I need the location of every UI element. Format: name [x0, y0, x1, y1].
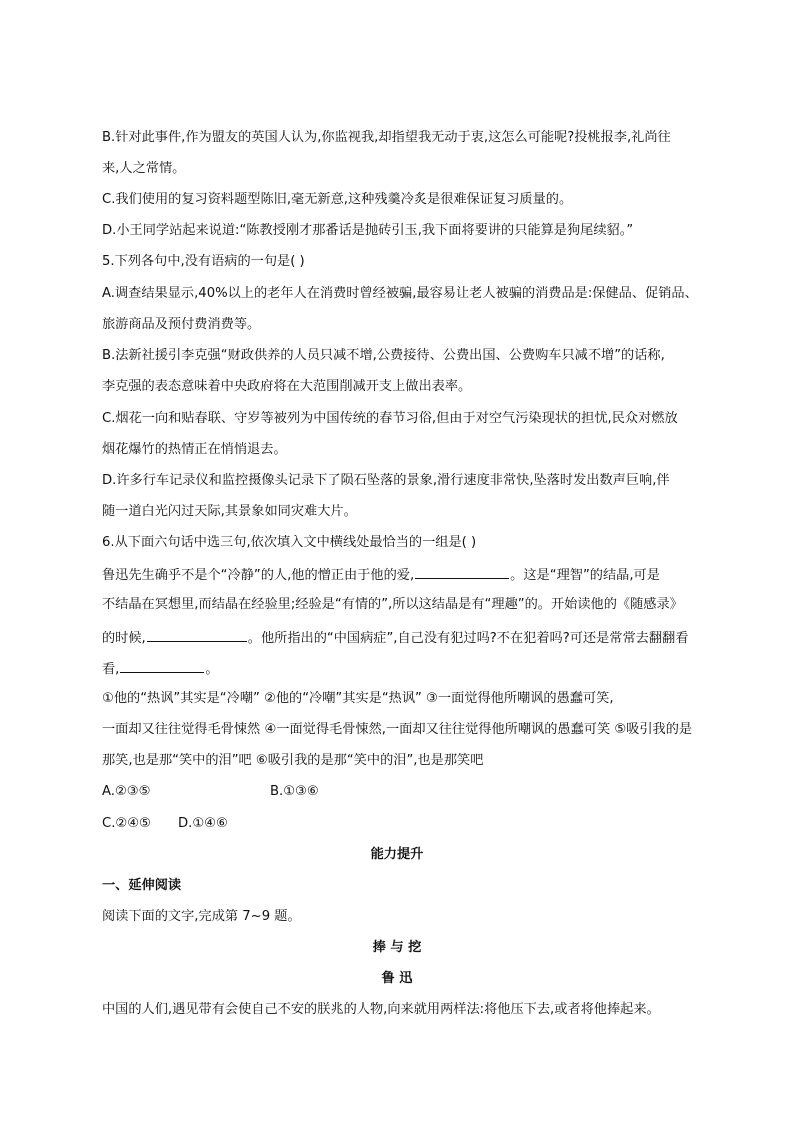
part-heading: 一、延伸阅读: [102, 878, 182, 893]
q5-option-b-line1: B.法新社援引李克强“财政供养的人员只减不增,公费接待、公费出国、公费购车只减不增”的话称,: [102, 348, 665, 363]
q5-option-b-line2: 李克强的表态意味着中央政府将在大范围削减开支上做出表率。: [102, 379, 472, 394]
q5-option-a-line2: 旅游商品及预付费消费等。: [102, 317, 261, 332]
q6-choice-b: B.①③⑥: [270, 784, 319, 799]
q6-passage-line1: [102, 564, 702, 586]
q5-option-d-line1: D.许多行车记录仪和监控摄像头记录下了陨石坠落的景象,滑行速度非常快,坠落时发出数声巨响,伴: [102, 473, 670, 488]
q6-passage-line3-a: 的时候,: [102, 631, 146, 646]
q4-option-b-line1: B.针对此事件,作为盟友的英国人认为,你监视我,却指望我无动于衷,这怎么可能呢?投桃报李,礼尚往: [102, 130, 671, 145]
q6-passage-line1-b: 。这是“理智”的结晶,可是: [510, 568, 660, 583]
q6-sentences-line3: 那笑,也是那“笑中的泪”吧 ⑥吸引我的是那“笑中的泪”,也是那笑吧: [102, 753, 484, 768]
q6-sentences-line2: 一面却又往往觉得毛骨悚然 ④一面觉得毛骨悚然,一面却又往往觉得他所嘲讽的愚蠢可笑 ⑤吸引我的是: [102, 722, 693, 737]
q5-option-d-line2: 随一道白光闪过天际,其景象如同灾难大片。: [102, 504, 357, 519]
section-heading: 能力提升: [370, 847, 424, 862]
q5-option-c-line1: C.烟花一向和贴春联、守岁等被列为中国传统的春节习俗,但由于对空气污染现状的担忧,民众对燃放: [102, 411, 678, 426]
q4-option-c: C.我们使用的复习资料题型陈旧,毫无新意,这种残羹冷炙是很难保证复习质量的。: [102, 192, 573, 207]
article-first-line: 中国的人们,遇见带有会使自己不安的朕兆的人物,向来就用两样法:将他压下去,或者将他捧起来。: [102, 1002, 660, 1017]
fill-blank-1[interactable]: [415, 564, 509, 579]
q6-passage-line3-b: 。他所指出的“中国病症”,自己没有犯过吗?不在犯着吗?可还是常常去翻翻看: [247, 631, 689, 646]
q6-choice-a: A.②③⑤: [102, 784, 151, 799]
q5-option-c-line2: 烟花爆竹的热情正在悄悄退去。: [102, 442, 287, 457]
article-author: 鲁 迅: [381, 971, 413, 986]
q6-passage-line4: [102, 658, 702, 680]
q4-option-d: D.小王同学站起来说道:“陈教授刚才那番话是抛砖引玉,我下面将要讲的只能算是狗尾续貂。”: [102, 223, 634, 238]
fill-blank-3[interactable]: [120, 658, 204, 673]
q4-option-b-line2: 来,人之常情。: [102, 161, 186, 176]
q6-choice-d: D.①④⑥: [178, 816, 228, 831]
q6-passage-line1-a: 鲁迅先生确乎不是个“冷静”的人,他的憎正由于他的爱,: [102, 568, 415, 583]
q5-option-a-line1: A.调查结果显示,40%以上的老年人在消费时曾经被骗,最容易让老人被骗的消费品是:保健品、促销品、: [102, 286, 698, 301]
q6-passage-line2: 不结晶在冥想里,而结晶在经验里;经验是“有情的”,所以这结晶是有“理趣”的。开始读他的《随感录》: [102, 597, 683, 612]
reading-instruction: 阅读下面的文字,完成第 7~9 题。: [102, 909, 301, 924]
q6-choice-c: C.②④⑤: [102, 816, 151, 831]
q6-passage-line3: [102, 627, 702, 649]
q6-passage-line4-b: 。: [205, 662, 219, 677]
article-title: 捧 与 挖: [372, 940, 422, 955]
q5-stem: 5.下列各句中,没有语病的一句是( ): [102, 254, 305, 269]
fill-blank-2[interactable]: [147, 627, 247, 642]
q6-passage-line4-a: 看,: [102, 662, 120, 677]
q6-stem: 6.从下面六句话中选三句,依次填入文中横线处最恰当的一组是( ): [102, 535, 477, 550]
q6-sentences-line1: ①他的“热讽”其实是“冷嘲” ②他的“冷嘲”其实是“热讽” ③一面觉得他所嘲讽的愚蠢可笑,: [102, 691, 614, 706]
